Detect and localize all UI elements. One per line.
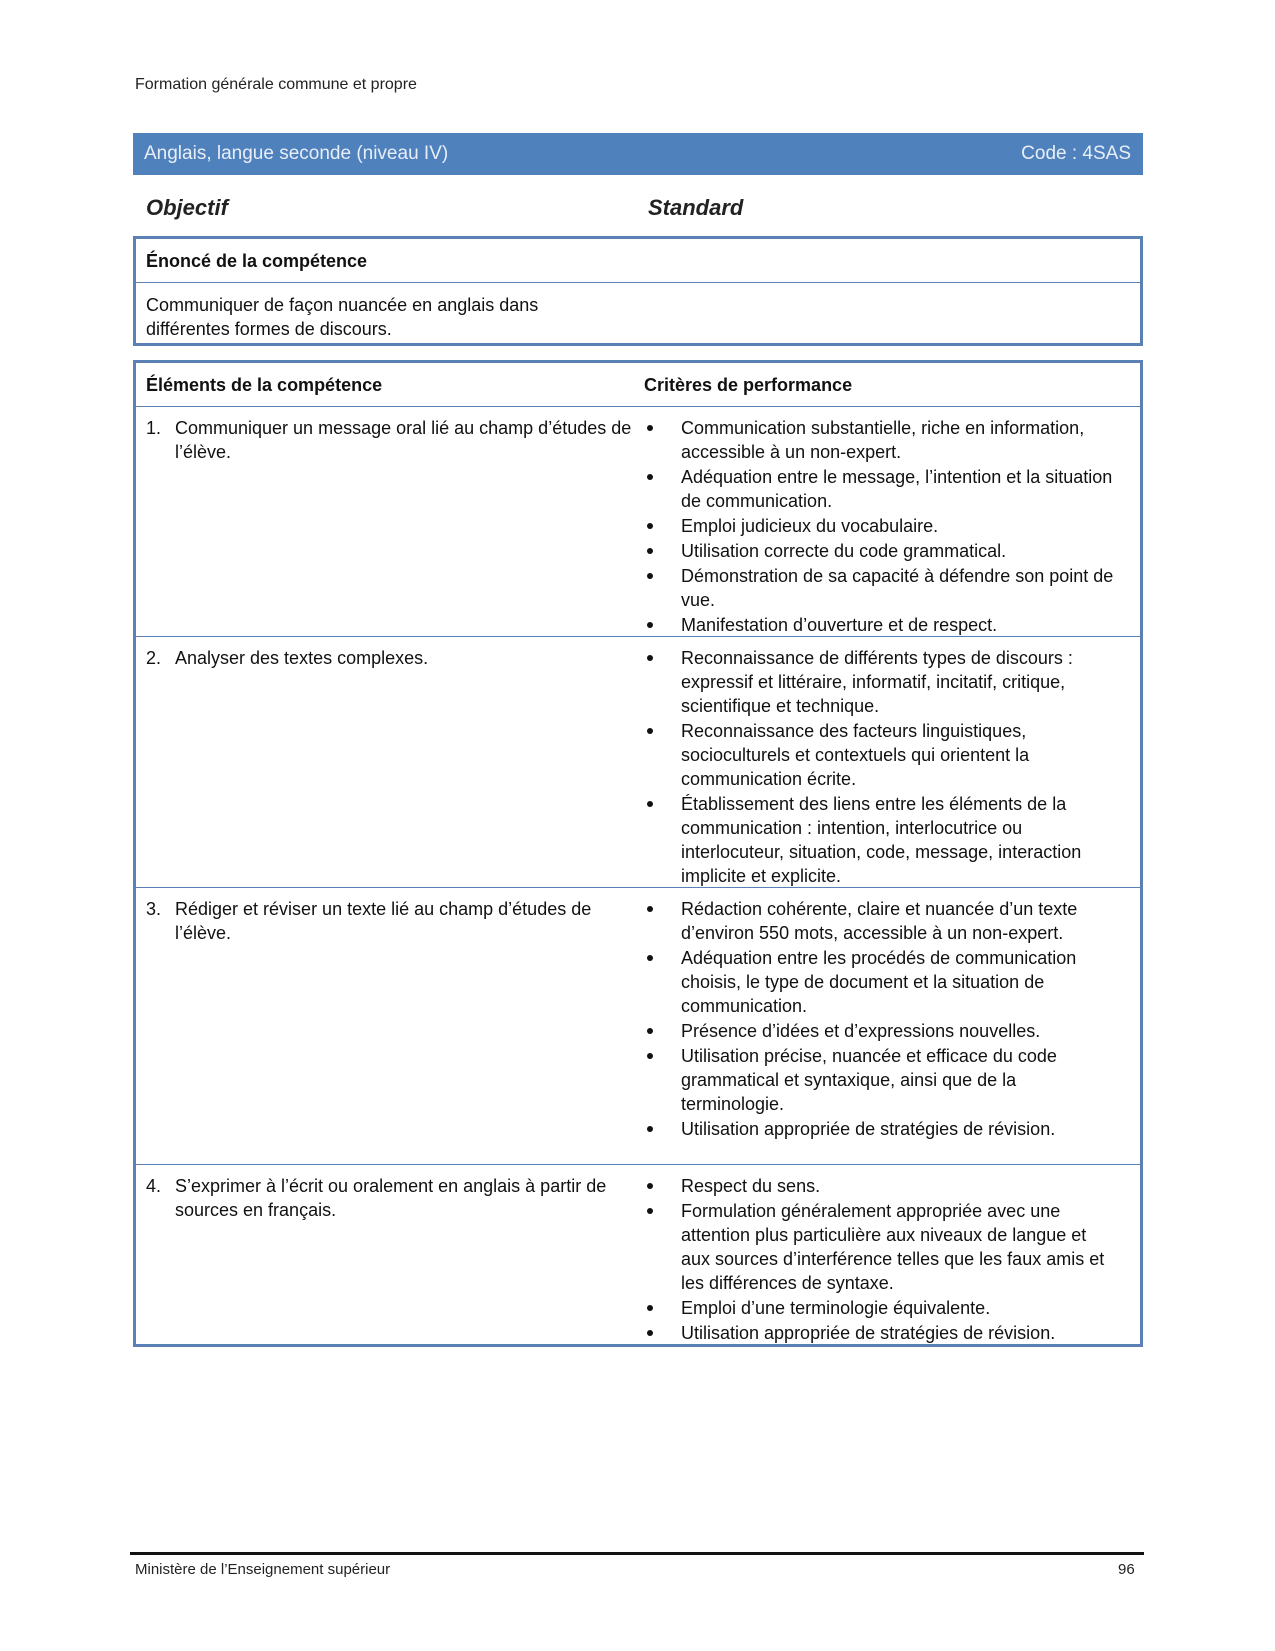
criterion-text: Démonstration de sa capacité à défendre son point de vue. xyxy=(681,566,1114,610)
bullet-icon xyxy=(647,1053,653,1059)
criterion-text: Emploi d’une terminologie équivalente. xyxy=(681,1298,991,1318)
list-item xyxy=(644,946,1119,1018)
criterion-text: Reconnaissance de différents types de discours : expressif et littéraire, informatif, incitatif, critique, scientifique et technique. xyxy=(681,648,1073,716)
criterion-text: Respect du sens. xyxy=(681,1176,821,1196)
table-row xyxy=(136,407,1140,637)
criteria-list xyxy=(644,897,1119,1142)
criterion-text: Utilisation correcte du code grammatical. xyxy=(681,541,1007,561)
list-item xyxy=(644,646,1119,718)
list-item xyxy=(644,1199,1119,1295)
criteria-list xyxy=(644,416,1119,638)
element-number: 1. xyxy=(146,418,162,438)
bullet-icon xyxy=(647,1126,653,1132)
bullet-icon xyxy=(647,1208,653,1214)
criterion-text: Établissement des liens entre les éléments de la communication : intention, interlocutrice ou interlocuteur, situation, code, message, interaction implicite et explicite. xyxy=(681,794,1082,886)
bullet-icon xyxy=(647,728,653,734)
list-item xyxy=(644,792,1119,888)
list-item xyxy=(644,465,1119,513)
criteria-list xyxy=(644,646,1119,889)
list-item xyxy=(644,1296,1119,1320)
criterion-text: Présence d’idées et d’expressions nouvelles. xyxy=(681,1021,1041,1041)
bullet-icon xyxy=(647,1305,653,1311)
bullet-icon xyxy=(647,906,653,912)
criterion-text: Rédaction cohérente, claire et nuancée d’un texte d’environ 550 mots, accessible à un non-expert. xyxy=(681,899,1078,943)
competency-title: Anglais, langue seconde (niveau IV) xyxy=(144,143,449,164)
element-number: 3. xyxy=(146,899,162,919)
criterion-text: Formulation généralement appropriée avec une attention plus particulière aux niveaux de langue et aux sources d’interférence telles que les faux amis et les différences de syntaxe. xyxy=(681,1201,1105,1293)
footer-ministry: Ministère de l’Enseignement supérieur xyxy=(135,1561,391,1578)
bullet-icon xyxy=(647,1028,653,1034)
competency-code: Code : 4SAS xyxy=(1021,143,1131,164)
table-row xyxy=(136,1165,1140,1345)
bullet-icon xyxy=(647,1330,653,1336)
enonce-box xyxy=(133,236,1143,346)
bullet-icon xyxy=(647,655,653,661)
criterion-text: Reconnaissance des facteurs linguistiques, socioculturels et contextuels qui orientent la communication écrite. xyxy=(681,721,1030,789)
list-item xyxy=(644,1019,1119,1043)
list-item xyxy=(644,897,1119,945)
competency-title-bar xyxy=(133,133,1143,175)
bullet-icon xyxy=(647,425,653,431)
element-text: Rédiger et réviser un texte lié au champ d’études de l’élève. xyxy=(175,899,592,943)
criteria-heading: Critères de performance xyxy=(644,375,853,395)
list-item xyxy=(644,539,1119,563)
table-row xyxy=(136,637,1140,888)
criterion-text: Utilisation appropriée de stratégies de révision. xyxy=(681,1119,1056,1139)
table-row xyxy=(136,888,1140,1165)
bullet-icon xyxy=(647,523,653,529)
criterion-text: Adéquation entre les procédés de communication choisis, le type de document et la situation de communication. xyxy=(681,948,1077,1016)
objective-standard-header xyxy=(146,195,1136,223)
footer-divider xyxy=(130,1552,1144,1555)
bullet-icon xyxy=(647,622,653,628)
criterion-text: Manifestation d’ouverture et de respect. xyxy=(681,615,998,635)
list-item xyxy=(644,1044,1119,1116)
criteria-list xyxy=(644,1174,1119,1346)
criterion-text: Adéquation entre le message, l’intention et la situation de communication. xyxy=(681,467,1113,511)
element-number: 2. xyxy=(146,648,162,668)
bullet-icon xyxy=(647,1183,653,1189)
list-item xyxy=(644,416,1119,464)
elements-table-header xyxy=(136,363,1140,407)
bullet-icon xyxy=(647,955,653,961)
element-text: S’exprimer à l’écrit ou oralement en anglais à partir de sources en français. xyxy=(175,1176,607,1220)
bullet-icon xyxy=(647,801,653,807)
bullet-icon xyxy=(647,474,653,480)
list-item xyxy=(644,1174,1119,1198)
standard-label: Standard xyxy=(648,195,744,220)
elements-table xyxy=(133,360,1143,1347)
bullet-icon xyxy=(647,548,653,554)
enonce-heading: Énoncé de la compétence xyxy=(136,239,1140,283)
objective-label: Objectif xyxy=(146,195,228,220)
element-text: Communiquer un message oral lié au champ d’études de l’élève. xyxy=(175,418,632,462)
element-number: 4. xyxy=(146,1176,162,1196)
list-item xyxy=(644,514,1119,538)
page-header: Formation générale commune et propre xyxy=(135,76,417,93)
bullet-icon xyxy=(647,573,653,579)
enonce-text: Communiquer de façon nuancée en anglais dans différentes formes de discours. xyxy=(146,295,539,339)
list-item xyxy=(644,613,1119,637)
criterion-text: Utilisation précise, nuancée et efficace du code grammatical et syntaxique, ainsi que de la terminologie. xyxy=(681,1046,1057,1114)
list-item xyxy=(644,1321,1119,1345)
criterion-text: Emploi judicieux du vocabulaire. xyxy=(681,516,939,536)
criterion-text: Utilisation appropriée de stratégies de révision. xyxy=(681,1323,1056,1343)
page-number: 96 xyxy=(1118,1561,1135,1578)
list-item xyxy=(644,719,1119,791)
element-text: Analyser des textes complexes. xyxy=(175,648,429,668)
list-item xyxy=(644,564,1119,612)
list-item xyxy=(644,1117,1119,1141)
criterion-text: Communication substantielle, riche en information, accessible à un non-expert. xyxy=(681,418,1085,462)
elements-heading: Éléments de la compétence xyxy=(146,375,383,395)
